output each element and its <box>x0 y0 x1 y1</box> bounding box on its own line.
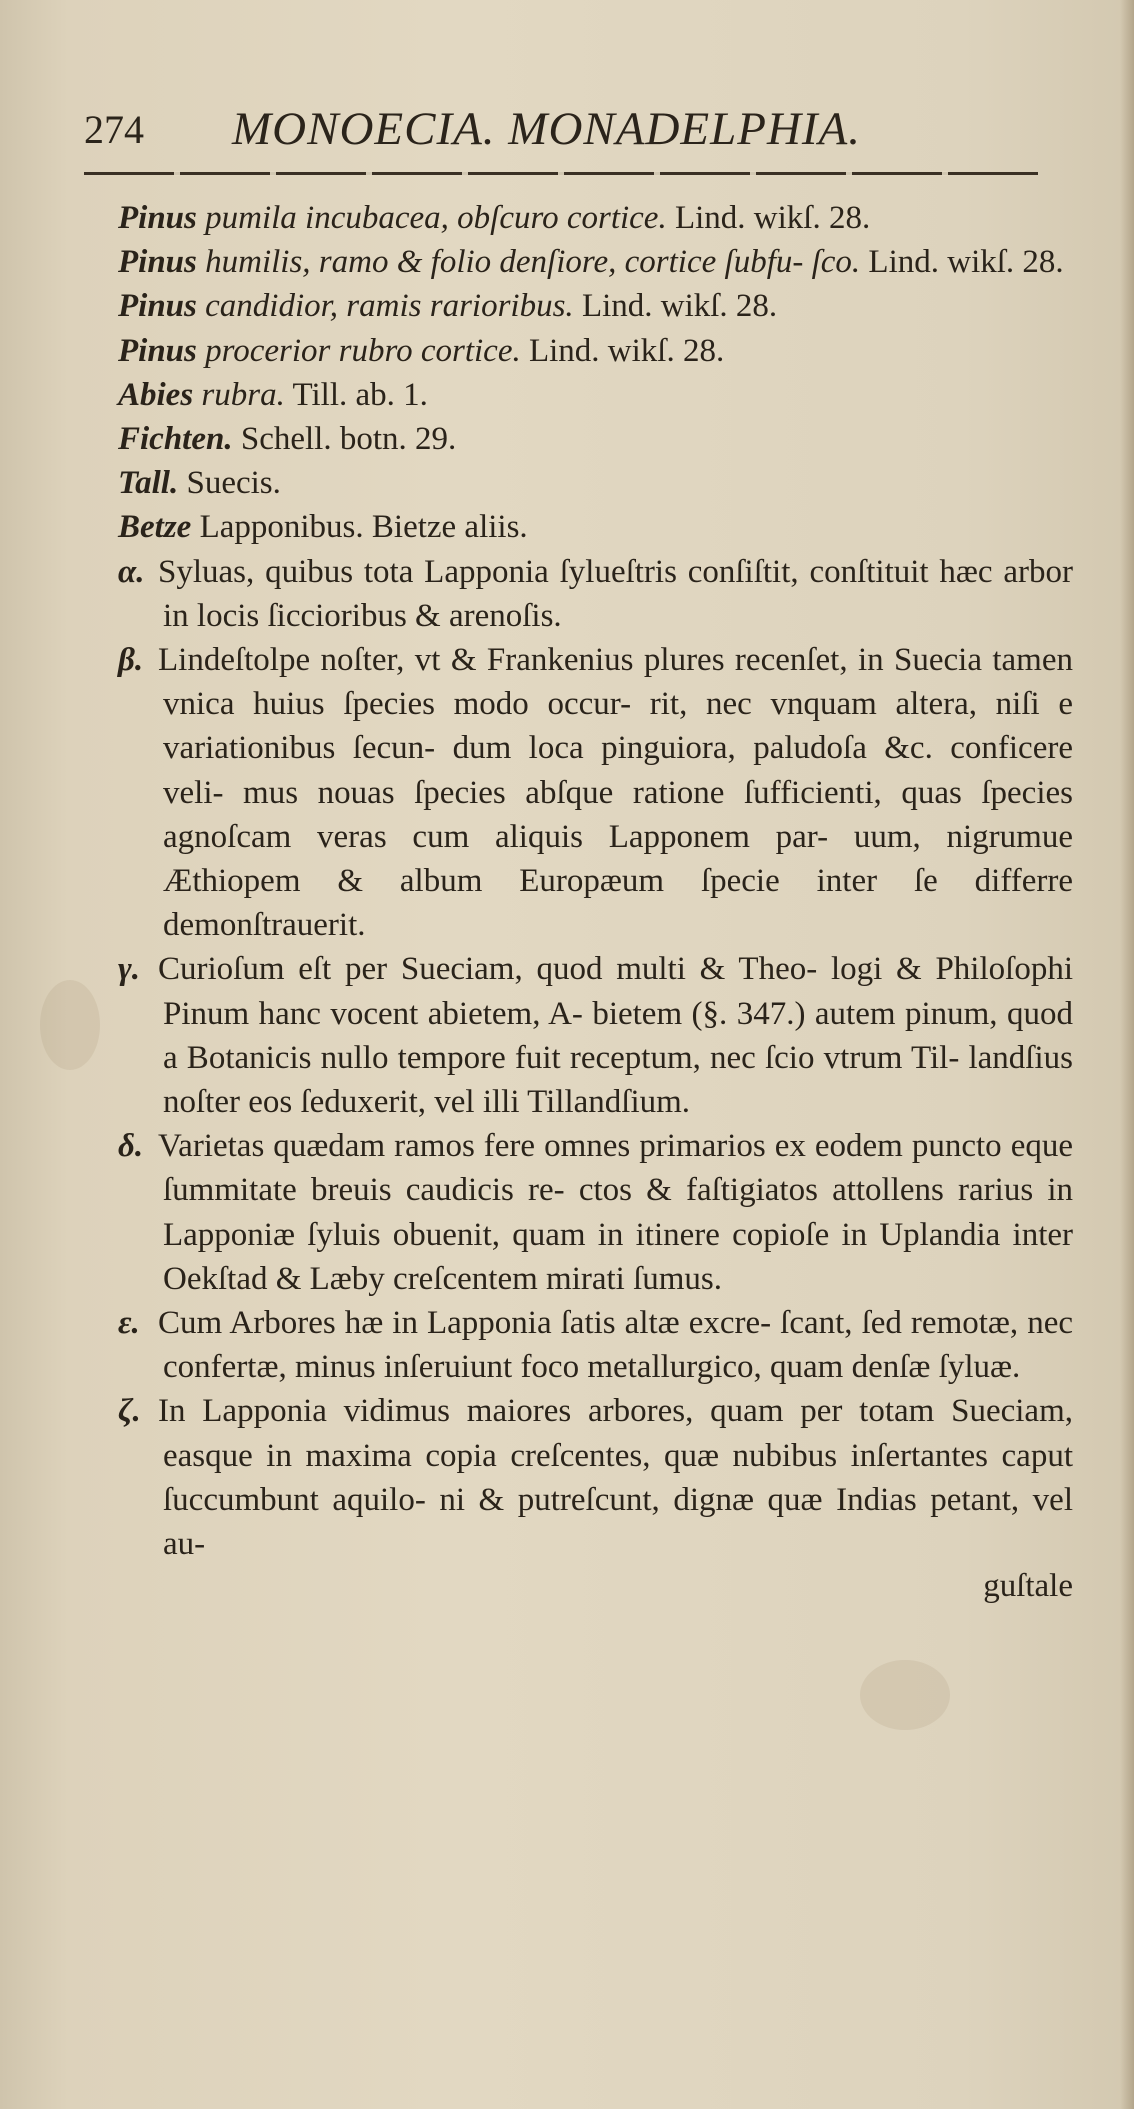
synonym-entry: Betze Lapponibus. Bietze aliis. <box>118 509 528 546</box>
synonym-entry: Pinus procerior rubro cortice. Lind. wikſ. 28. <box>118 332 725 369</box>
note-marker: α. <box>118 553 145 590</box>
synonym-entry: Abies rubra. Till. ab. 1. <box>118 376 428 413</box>
catchword: guſtale <box>983 1568 1073 1605</box>
page-body <box>118 196 1073 1609</box>
synonym-entry: Pinus humilis, ramo & folio denſiore, cortice ſubfu- ſco. Lind. wikſ. 28. <box>118 244 1064 281</box>
note-paragraph: δ. Varietas quædam ramos fere omnes primarios ex eodem puncto eque ſummitate breuis caudicis re- ctos & faſtigiatos attollens rarius in Lapponiæ ſyluis obuenit, quam in itinere copioſe in Uplandia inter Oekſtad & Læby creſcentem mirati ſumus. <box>118 1124 1073 1301</box>
paper-stain <box>40 980 100 1070</box>
page-header <box>84 102 1044 162</box>
note-paragraph: ε. Cum Arbores hæ in Lapponia ſatis altæ excre- ſcant, ſed remotæ, nec confertæ, minus inſeruiunt foco metallurgico, quam denſæ ſyluæ. <box>118 1301 1073 1389</box>
page-number: 274 <box>84 107 144 152</box>
note-marker: ε. <box>118 1305 140 1342</box>
note-paragraph: ζ. In Lapponia vidimus maiores arbores, quam per totam Sueciam, easque in maxima copia creſcentes, quæ nubibus inſertantes caput ſuccumbunt aquilo- ni & putreſcunt, dignæ quæ Indias petant, vel au- <box>118 1389 1073 1566</box>
header-rule-breaks <box>84 171 1038 176</box>
note-marker: ζ. <box>118 1393 141 1430</box>
synonym-entry: Fichten. Schell. botn. 29. <box>118 421 457 458</box>
paper-stain <box>860 1660 950 1730</box>
notes-list <box>118 550 1073 1567</box>
note-paragraph: α. Syluas, quibus tota Lapponia ſylueſtris conſiſtit, conſtituit hæc arbor in locis ſiccioribus & arenoſis. <box>118 550 1073 638</box>
synonym-entry: Pinus pumila incubacea, obſcuro cortice. Lind. wikſ. 28. <box>118 200 871 236</box>
synonym-entry: Pinus candidior, ramis rarioribus. Lind. wikſ. 28. <box>118 288 778 325</box>
note-marker: γ. <box>118 951 140 988</box>
note-marker: δ. <box>118 1128 144 1165</box>
note-marker: β. <box>118 642 144 679</box>
synonym-list <box>118 196 1073 550</box>
synonym-entry: Tall. Suecis. <box>118 465 281 502</box>
page-edge-shadow <box>1120 0 1134 2109</box>
note-paragraph: β. Lindeſtolpe noſter, vt & Frankenius plures recenſet, in Suecia tamen vnica huius ſpecies modo occur- rit, nec vnquam altera, niſi e variationibus ſecun- dum loca pinguiora, paludoſa &c. conficere veli- mus nouas ſpecies abſque ratione ſufficienti, quas ſpecies agnoſcam veras cum aliquis Lapponem par- uum, nigrumue Æthiopem & album Europæum ſpecie inter ſe differre demonſtrauerit. <box>118 638 1073 947</box>
note-paragraph: γ. Curioſum eſt per Sueciam, quod multi & Theo- logi & Philoſophi Pinum hanc vocent abietem, A- bietem (§. 347.) autem pinum, quod a Botanicis nullo tempore fuit receptum, nec ſcio vtrum Til- landſius noſter eos ſeduxerit, vel illi Tillandſium. <box>118 947 1073 1124</box>
running-title: MONOECIA. MONADELPHIA. <box>232 103 862 155</box>
